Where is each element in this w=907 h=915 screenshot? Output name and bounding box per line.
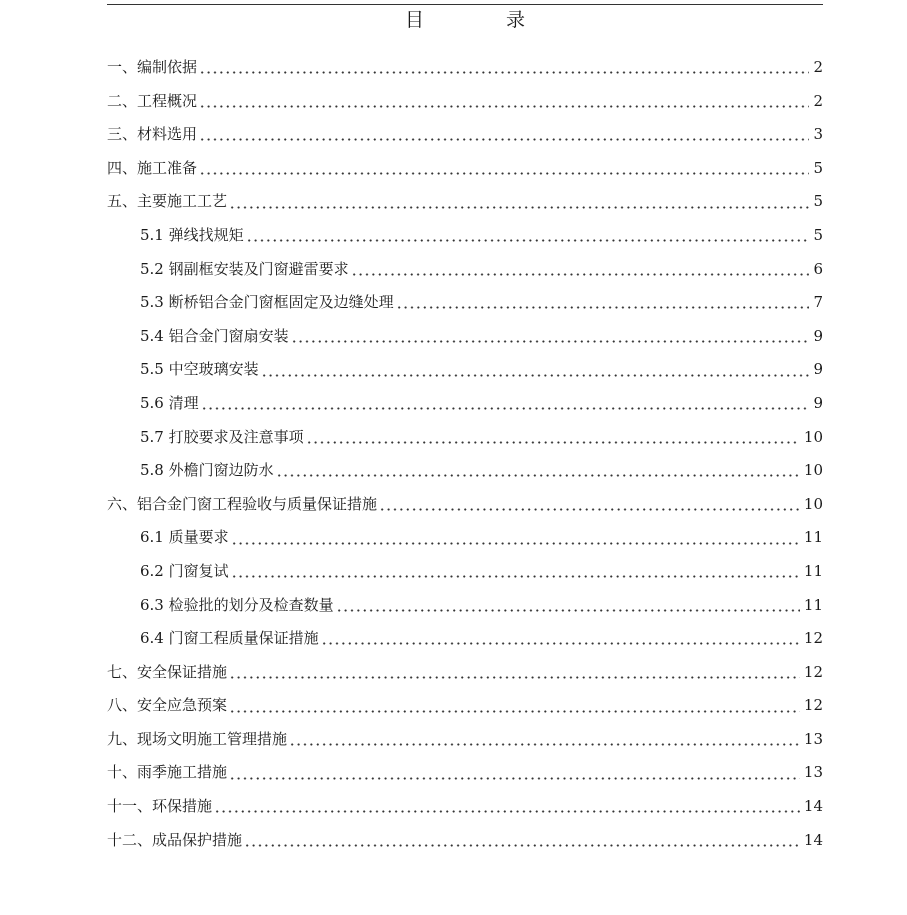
dot-leader (231, 542, 800, 545)
toc-entry-label: 5.3 断桥铝合金门窗框固定及边缝处理 (140, 293, 394, 312)
toc-entry-label: 6.1 质量要求 (140, 528, 229, 547)
toc-entry-page-number: 2 (813, 58, 823, 76)
toc-entry-label: 五、主要施工工艺 (107, 192, 228, 211)
header-rule (107, 4, 823, 5)
toc-entry[interactable] (107, 85, 823, 119)
page-title: 目 录 (404, 9, 564, 31)
toc-entry[interactable] (107, 656, 823, 690)
toc-entry-label: 七、安全保证措施 (107, 662, 228, 681)
toc-entry[interactable] (107, 253, 823, 287)
toc-entry-page-number: 5 (813, 225, 823, 244)
toc-entry-label: 十二、成品保护措施 (107, 830, 243, 849)
dot-leader (229, 206, 809, 209)
toc-entry-label: 四、施工准备 (107, 158, 198, 177)
toc-entry[interactable] (107, 689, 823, 723)
toc-entry[interactable] (107, 421, 823, 455)
dot-leader (199, 138, 809, 141)
toc-entry-page-number: 2 (813, 91, 823, 110)
dot-leader (306, 441, 800, 444)
toc-entry-page-number: 5 (813, 158, 823, 177)
toc-entry-label: 5.6 清理 (140, 393, 199, 412)
toc-entry-label: 5.2 钢副框安装及门窗避雷要求 (140, 259, 349, 278)
toc-entry[interactable] (107, 555, 823, 589)
toc-entry-label: 5.7 打胶要求及注意事项 (140, 427, 304, 446)
toc-entry[interactable] (107, 118, 823, 152)
toc-entry[interactable] (107, 51, 823, 85)
toc-entry[interactable] (107, 286, 823, 320)
toc-entry[interactable] (107, 488, 823, 522)
dot-leader (291, 340, 810, 343)
toc-entry-page-number: 11 (803, 561, 823, 580)
toc-entry-label: 5.1 弹线找规矩 (140, 225, 244, 244)
toc-entry-page-number: 10 (803, 427, 823, 446)
toc-entry-page-number: 6 (813, 259, 823, 278)
dot-leader (229, 777, 800, 780)
dot-leader (229, 710, 800, 713)
toc-entry-label: 5.8 外檐门窗边防水 (140, 461, 274, 480)
toc-entry-label: 六、铝合金门窗工程验收与质量保证措施 (107, 494, 378, 513)
dot-leader (201, 407, 810, 410)
toc-entry-label: 九、现场文明施工管理措施 (107, 729, 288, 748)
toc-entry-page-number: 12 (803, 629, 823, 648)
toc-entry[interactable] (107, 454, 823, 488)
dot-leader (351, 273, 810, 276)
toc-entry-label: 二、工程概况 (107, 91, 198, 110)
toc-entry-page-number: 10 (803, 461, 823, 480)
toc-entry-label: 十、雨季施工措施 (107, 763, 228, 782)
toc-entry-label: 十一、环保措施 (107, 797, 213, 816)
toc-entry-page-number: 3 (813, 125, 823, 144)
dot-leader (336, 609, 800, 612)
toc-entry[interactable] (107, 824, 823, 858)
toc-entry-page-number: 14 (803, 830, 823, 849)
dot-leader (214, 810, 800, 813)
toc-entry[interactable] (107, 152, 823, 186)
table-of-contents (107, 51, 823, 857)
toc-entry-label: 三、材料选用 (107, 125, 198, 144)
toc-entry-page-number: 12 (803, 662, 823, 681)
toc-entry-label: 6.4 门窗工程质量保证措施 (140, 629, 319, 648)
dot-leader (289, 743, 800, 746)
toc-entry-label: 6.3 检验批的划分及检查数量 (140, 595, 334, 614)
toc-entry-label: 6.2 门窗复试 (140, 561, 229, 580)
dot-leader (199, 71, 809, 74)
toc-entry-label: 5.5 中空玻璃安装 (140, 360, 259, 379)
dot-leader (229, 676, 800, 679)
dot-leader (199, 172, 809, 175)
toc-entry-page-number: 13 (803, 729, 823, 748)
toc-entry-page-number: 5 (813, 192, 823, 211)
toc-entry[interactable] (107, 622, 823, 656)
dot-leader (321, 642, 800, 645)
toc-entry-page-number: 14 (803, 797, 823, 816)
toc-entry-page-number: 13 (803, 763, 823, 782)
toc-entry-page-number: 11 (803, 595, 823, 614)
toc-entry[interactable] (107, 723, 823, 757)
dot-leader (396, 306, 810, 309)
toc-entry-label: 5.4 铝合金门窗扇安装 (140, 326, 289, 345)
dot-leader (246, 239, 810, 242)
toc-entry-page-number: 9 (813, 360, 823, 379)
toc-entry[interactable] (107, 521, 823, 555)
toc-entry-page-number: 9 (813, 393, 823, 412)
dot-leader (199, 105, 809, 108)
toc-entry[interactable] (107, 790, 823, 824)
dot-leader (244, 844, 800, 847)
dot-leader (261, 374, 810, 377)
dot-leader (379, 508, 800, 511)
toc-entry-page-number: 10 (803, 494, 823, 513)
toc-entry-page-number: 9 (813, 326, 823, 345)
toc-entry[interactable] (107, 219, 823, 253)
toc-entry[interactable] (107, 185, 823, 219)
toc-entry-label: 八、安全应急预案 (107, 696, 228, 715)
toc-entry-page-number: 12 (803, 696, 823, 715)
toc-entry[interactable] (107, 756, 823, 790)
dot-leader (276, 474, 800, 477)
toc-entry[interactable] (107, 589, 823, 623)
toc-entry-page-number: 7 (813, 293, 823, 312)
toc-entry[interactable] (107, 320, 823, 354)
toc-entry[interactable] (107, 387, 823, 421)
toc-entry-page-number: 11 (803, 528, 823, 547)
dot-leader (231, 575, 800, 578)
toc-entry-label: 一、编制依据 (107, 58, 198, 76)
toc-entry[interactable] (107, 353, 823, 387)
